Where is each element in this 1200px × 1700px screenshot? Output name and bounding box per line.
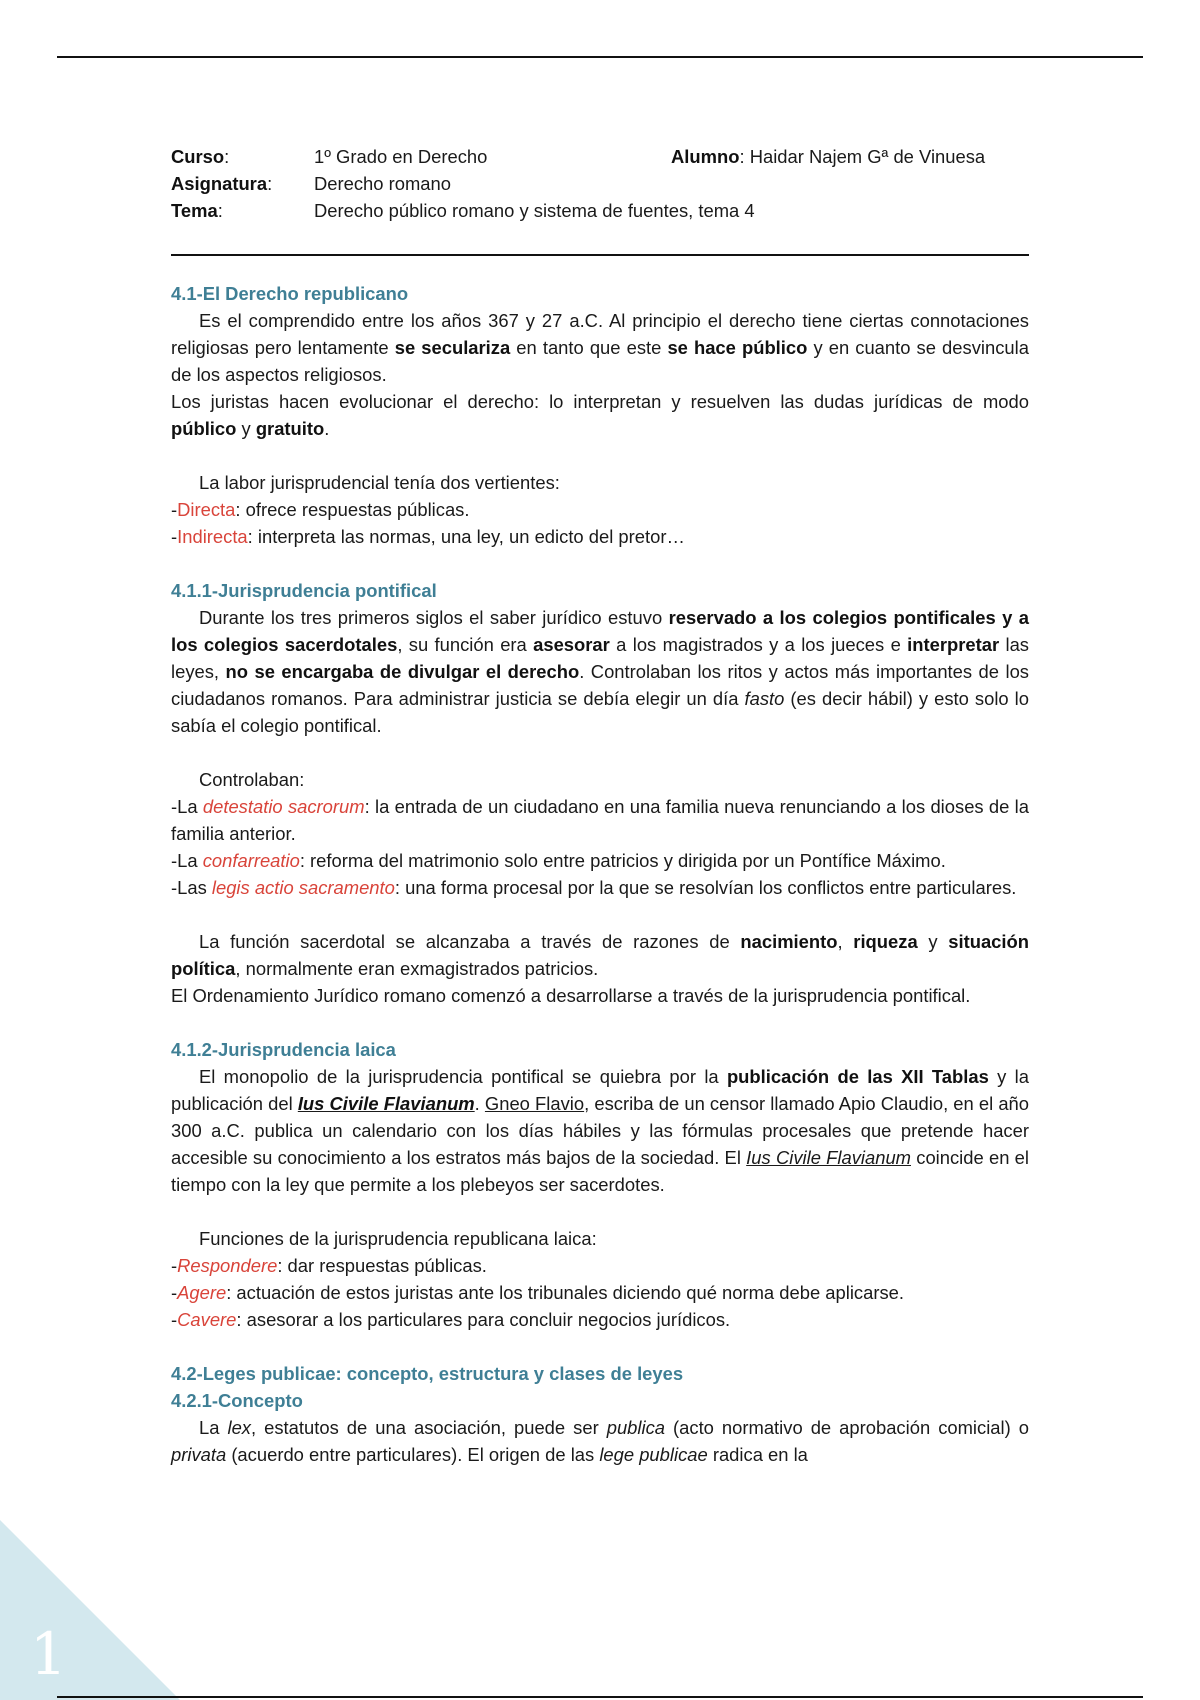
paragraph: Durante los tres primeros siglos el saber jurídico estuvo reservado a los colegios pontificales y a los colegios sacerdotales, su función era asesorar a los magistrados y a los jueces e interpretar las leyes, no se encargaba de divulgar el derecho. Controlaban los ritos y actos más importantes de los ciudadanos romanos. Para administrar justicia se debía elegir un día fasto (es decir hábil) y esto solo lo sabía el colegio pontifical. — [171, 607, 1030, 736]
bottom-rule — [57, 1696, 1143, 1698]
term-respondere: Respondere — [177, 1255, 278, 1276]
term-directa: Directa — [177, 499, 236, 520]
list-item: -Directa: ofrece respuestas públicas. — [171, 499, 470, 520]
paragraph: La lex, estatutos de una asociación, puede ser publica (acto normativo de aprobación comicial) o privata (acuerdo entre particulares). El origen de las lege publicae radica en la — [171, 1417, 1029, 1465]
section-heading-4-1: 4.1-El Derecho republicano — [171, 283, 409, 304]
section-heading-4-2: 4.2-Leges publicae: concepto, estructura y clases de leyes — [171, 1363, 684, 1384]
term-cavere: Cavere — [177, 1309, 237, 1330]
list-item: -Las legis actio sacramento: una forma procesal por la que se resolvían los conflictos entre particulares. — [171, 877, 1017, 898]
header-divider — [171, 254, 1029, 256]
paragraph: Funciones de la jurisprudencia republicana laica: — [199, 1228, 597, 1249]
corner-triangle — [0, 1520, 180, 1700]
section-heading-4-1-1: 4.1.1-Jurisprudencia pontifical — [171, 580, 437, 601]
list-item: -Indirecta: interpreta las normas, una ley, un edicto del pretor… — [171, 526, 685, 547]
alumno-label: Alumno — [671, 146, 740, 167]
alumno-value: Haidar Najem Gª de Vinuesa — [749, 146, 986, 167]
asignatura-label: Asignatura — [171, 173, 268, 194]
section-heading-4-2-1: 4.2.1-Concepto — [171, 1390, 303, 1411]
term-confarreatio: confarreatio — [202, 850, 300, 871]
top-rule — [57, 56, 1143, 58]
curso-label: Curso — [171, 146, 225, 167]
paragraph: El Ordenamiento Jurídico romano comenzó a desarrollarse a través de la jurisprudencia pontifical. — [171, 985, 971, 1006]
paragraph: La función sacerdotal se alcanzaba a través de razones de nacimiento, riqueza y situación política, normalmente eran exmagistrados patricios. — [171, 931, 1029, 979]
term-detestatio: detestatio sacrorum — [202, 796, 365, 817]
list-item: -La confarreatio: reforma del matrimonio solo entre patricios y dirigida por un Pontífice Máximo. — [171, 850, 946, 871]
curso-value: 1º Grado en Derecho — [314, 146, 488, 167]
term-indirecta: Indirecta — [177, 526, 248, 547]
paragraph: Los juristas hacen evolucionar el derecho: lo interpretan y resuelven las dudas jurídicas de modo público y gratuito. — [171, 391, 1029, 439]
asignatura-value: Derecho romano — [314, 173, 451, 194]
term-agere: Agere — [177, 1282, 227, 1303]
paragraph: La labor jurisprudencial tenía dos vertientes: — [199, 472, 560, 493]
paragraph: Es el comprendido entre los años 367 y 27 a.C. Al principio el derecho tiene ciertas connotaciones religiosas pero lentamente se seculariza en tanto que este se hace público y en cuanto se desvincula de los aspectos religiosos. — [171, 310, 1029, 385]
header-row-asignatura: Asignatura: Derecho romano — [171, 170, 1029, 197]
page-number: 1 — [30, 1620, 67, 1688]
header-row-curso: Curso: 1º Grado en Derecho Alumno: Haidar Najem Gª de Vinuesa — [171, 143, 1029, 170]
list-item: -Respondere: dar respuestas públicas. — [171, 1255, 487, 1276]
section-heading-4-1-2: 4.1.2-Jurisprudencia laica — [171, 1039, 396, 1060]
list-item: -Cavere: asesorar a los particulares para concluir negocios jurídicos. — [171, 1309, 731, 1330]
paragraph: El monopolio de la jurisprudencia pontifical se quiebra por la publicación de las XII Tablas y la publicación del Ius Civile Flavianum. Gneo Flavio, escriba de un censor llamado Apio Claudio, en el año 300 a.C. publica un calendario con los días hábiles y las fórmulas procesales que pretende hacer accesible su conocimiento a los estratos más bajos de la sociedad. El Ius Civile Flavianum coincide en el tiempo con la ley que permite a los plebeyos ser sacerdotes. — [171, 1066, 1030, 1195]
header-row-tema: Tema: Derecho público romano y sistema de fuentes, tema 4 — [171, 197, 1029, 224]
term-legis-actio: legis actio sacramento — [211, 877, 395, 898]
tema-value: Derecho público romano y sistema de fuentes, tema 4 — [314, 200, 755, 221]
list-item: -Agere: actuación de estos juristas ante los tribunales diciendo qué norma debe aplicarse. — [171, 1282, 904, 1303]
document-body — [171, 143, 1029, 1468]
paragraph: Controlaban: — [199, 769, 305, 790]
tema-label: Tema — [171, 200, 218, 221]
list-item: -La detestatio sacrorum: la entrada de un ciudadano en una familia nueva renunciando a los dioses de la familia anterior. — [171, 796, 1029, 844]
